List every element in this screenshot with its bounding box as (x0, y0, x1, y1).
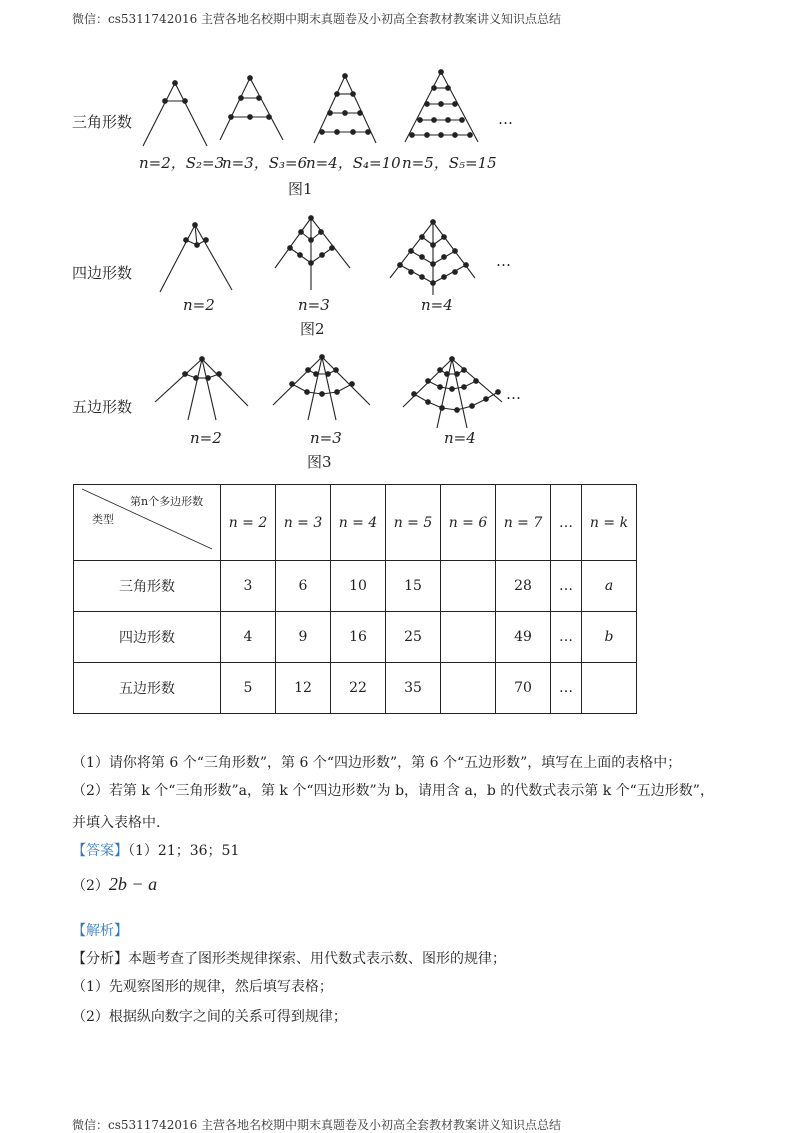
table-cell: 15 (386, 561, 441, 612)
fig2-n3-diagram (275, 216, 350, 290)
table-cell: … (551, 612, 582, 663)
fig2-title: 四边形数 (72, 264, 133, 282)
table-cell: 4 (221, 612, 276, 663)
table-header-row (74, 485, 637, 561)
question-2-line1: （2）若第 k 个“三角形数”a，第 k 个“四边形数”为 b，请用含 a，b 的代数式表示第 k 个“五边形数”， (72, 783, 714, 799)
table-cell: 10 (331, 561, 386, 612)
fig2-label-n3: n=3 (298, 296, 330, 314)
table-cell (441, 663, 496, 714)
fig3-n4-diagram (403, 357, 502, 428)
col-header: n = k (582, 485, 637, 561)
fig1-n2-diagram (143, 81, 207, 146)
table-cell: 25 (386, 612, 441, 663)
table-cell: 49 (496, 612, 551, 663)
fig1-label-n2: n=2，S₂=3 (139, 154, 225, 172)
table-cell: a (582, 561, 637, 612)
analysis-line-3: （2）根据纵向数字之间的关系可得到规律； (72, 1009, 347, 1025)
col-header: … (551, 485, 582, 561)
fig2-n2-diagram (160, 223, 232, 292)
fig3-title: 五边形数 (72, 398, 133, 416)
corner-top-label: 第n个多边形数 (130, 495, 204, 508)
fig3-label-n4: n=4 (444, 429, 476, 447)
fig3-label-n3: n=3 (310, 429, 342, 447)
fig1-label-n3: n=3，S₃=6 (222, 154, 308, 172)
table-row (74, 612, 637, 663)
fig3-n2-diagram (155, 357, 248, 420)
col-header: n = 2 (221, 485, 276, 561)
col-header: n = 5 (386, 485, 441, 561)
fig1-label-n5: n=5，S₅=15 (402, 154, 497, 172)
table-cell: 22 (331, 663, 386, 714)
col-header: n = 4 (331, 485, 386, 561)
table-cell: 6 (276, 561, 331, 612)
row-type: 三角形数 (74, 561, 221, 612)
table-cell: 12 (276, 663, 331, 714)
answer-part1: （1）21；36；51 (128, 843, 240, 859)
table-cell: 9 (276, 612, 331, 663)
fig2-label-n2: n=2 (183, 296, 215, 314)
table-cell: 5 (221, 663, 276, 714)
col-header: n = 3 (276, 485, 331, 561)
table-row (74, 663, 637, 714)
fig1-caption: 图1 (288, 180, 313, 198)
table-cell: 3 (221, 561, 276, 612)
table-cell: b (582, 612, 637, 663)
fig3-caption: 图3 (307, 453, 332, 471)
fig1-n4-diagram (314, 74, 376, 143)
table-cell: 35 (386, 663, 441, 714)
polygon-number-table (73, 484, 637, 714)
fig2-label-n4: n=4 (421, 296, 453, 314)
analysis-line-1: 【分析】本题考查了图形类规律探索、用代数式表示数、图形的规律； (72, 951, 506, 967)
table-cell: … (551, 663, 582, 714)
answer-expression: 2b − a (108, 874, 158, 894)
fig1-title: 三角形数 (72, 113, 133, 131)
table-cell: 70 (496, 663, 551, 714)
analysis-tag: 【解析】 (72, 923, 128, 939)
col-header: n = 6 (441, 485, 496, 561)
fig1-n3-diagram (220, 76, 283, 140)
fig2-caption: 图2 (300, 320, 325, 338)
table-row (74, 561, 637, 612)
table-cell (441, 612, 496, 663)
table-cell (582, 663, 637, 714)
fig3-n3-diagram (273, 355, 370, 420)
col-header: n = 7 (496, 485, 551, 561)
question-1: （1）请你将第 6 个“三角形数”，第 6 个“四边形数”，第 6 个“五边形数”，填写在上面的表格中； (72, 755, 682, 771)
analysis-line-2: （1）先观察图形的规律，然后填写表格； (72, 979, 333, 995)
corner-bottom-label: 类型 (92, 513, 114, 526)
question-2-line2: 并填入表格中. (72, 815, 161, 831)
answer-line-1 (72, 840, 239, 860)
fig1-n5-diagram (405, 70, 478, 142)
fig1-ellipsis: … (498, 110, 513, 128)
answer-line-2 (72, 874, 157, 895)
table-corner-cell (74, 485, 221, 561)
table-cell: 28 (496, 561, 551, 612)
fig3-ellipsis: … (506, 385, 521, 403)
table-cell: … (551, 561, 582, 612)
table-cell: 16 (331, 612, 386, 663)
answer-tag: 【答案】 (72, 843, 128, 859)
fig1-label-n4: n=4，S₄=10 (306, 154, 401, 172)
fig2-n4-diagram (390, 220, 475, 295)
row-type: 四边形数 (74, 612, 221, 663)
table-cell (441, 561, 496, 612)
page-footer: 微信：cs5311742016 主营各地名校期中期末真题卷及小初高全套教材教案讲义知识点总结 (72, 1118, 562, 1132)
answer-part2-prefix: （2） (72, 878, 109, 894)
page-header: 微信：cs5311742016 主营各地名校期中期末真题卷及小初高全套教材教案讲义知识点总结 (72, 12, 562, 26)
row-type: 五边形数 (74, 663, 221, 714)
fig2-ellipsis: … (496, 252, 511, 270)
fig3-label-n2: n=2 (190, 429, 222, 447)
